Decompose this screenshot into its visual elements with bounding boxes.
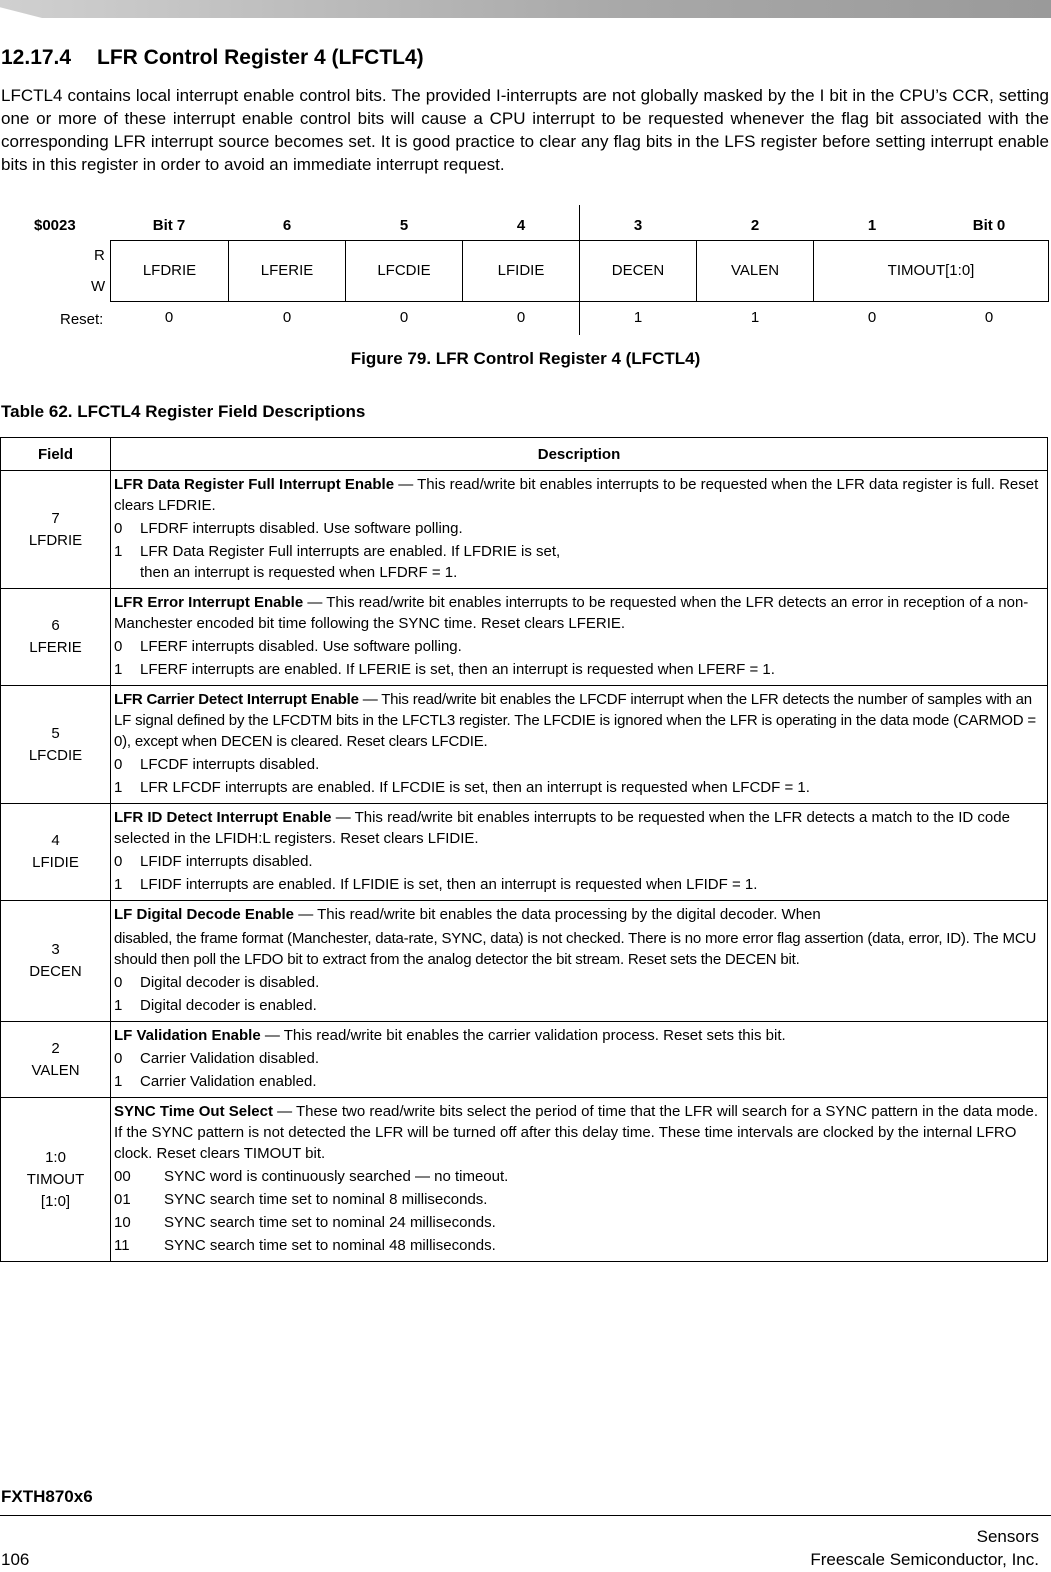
- section-title: [1, 46, 424, 70]
- bit-header: Bit 0: [972, 217, 1006, 234]
- column-header-field: Field: [1, 438, 111, 471]
- table-row: [1, 901, 1048, 1022]
- option-item: 0 Carrier Validation disabled.: [114, 1050, 319, 1067]
- footer-page-number: 106: [1, 1550, 30, 1569]
- register-address: $0023: [34, 217, 76, 234]
- figure-caption: Figure 79. LFR Control Register 4 (LFCTL4): [350, 349, 701, 368]
- field-descriptions-table: [0, 437, 1048, 1262]
- description-cell: [111, 589, 1048, 686]
- description-lead: LF Validation Enable: [114, 1027, 261, 1044]
- description-text-continued: disabled, the frame format (Manchester, data-rate, SYNC, data) is not checked. There is no more error flag assertion (data, error, ID). The MCU should then poll the LFDO bit to extract from the analog detector the bit stream. Reset sets the DECEN bit.: [114, 930, 1037, 968]
- description-cell: [111, 1098, 1048, 1262]
- description-cell: [111, 901, 1048, 1022]
- description-text: — This read/write bit enables interrupts to be requested when the LFR data register is full. Reset clears LFDRIE.: [114, 476, 1039, 514]
- option-item: 01 SYNC search time set to nominal 8 milliseconds.: [114, 1191, 488, 1208]
- option-item: 1 LFR LFCDF interrupts are enabled. If LFCDIE is set, then an interrupt is requested when LFCDF = 1.: [114, 779, 810, 796]
- option-item: 1 Digital decoder is enabled.: [114, 997, 317, 1014]
- footer-company: Freescale Semiconductor, Inc.: [810, 1550, 1039, 1569]
- column-header-description: Description: [111, 438, 1048, 471]
- option-item: 0 LFERF interrupts disabled. Use software polling.: [114, 638, 462, 655]
- reset-value: 0: [282, 309, 292, 326]
- field-lfdrie: LFDRIE: [111, 241, 229, 301]
- option-item: 10 SYNC search time set to nominal 24 milliseconds.: [114, 1214, 496, 1231]
- table-row: [1, 1022, 1048, 1098]
- read-label: R: [94, 247, 105, 264]
- bit-header: 5: [399, 217, 409, 234]
- field-name-suffix: [1:0]: [40, 1192, 71, 1210]
- reset-value: 0: [867, 309, 877, 326]
- description-cell: [111, 804, 1048, 901]
- option-item: 0 LFIDF interrupts disabled.: [114, 853, 313, 870]
- field-timout: TIMOUT[1:0]: [887, 262, 975, 279]
- reset-value: 0: [516, 309, 526, 326]
- field-cell: [1, 804, 111, 901]
- reset-value: 0: [164, 309, 174, 326]
- bit-header: 1: [867, 217, 877, 234]
- option-item: 1 Carrier Validation enabled.: [114, 1073, 317, 1090]
- option-item: 0 Digital decoder is disabled.: [114, 974, 320, 991]
- field-cell: [1, 1022, 111, 1098]
- field-valen: VALEN: [697, 241, 814, 301]
- field-cell: [1, 686, 111, 804]
- option-item: 1 LFR Data Register Full interrupts are enabled. If LFDRIE is set,: [114, 543, 561, 560]
- table-caption: Table 62. LFCTL4 Register Field Descriptions: [1, 402, 366, 421]
- table-row: [1, 589, 1048, 686]
- description-cell: [111, 686, 1048, 804]
- footer-category: Sensors: [976, 1527, 1039, 1546]
- bit-header: 2: [750, 217, 760, 234]
- intro-paragraph: LFCTL4 contains local interrupt enable control bits. The provided I-interrupts are not globally masked by the I bit in the CPU’s CCR, setting one or more of these interrupt enable control bits will cause a CPU interrupt to be requested whenever the flag bit associated with the corresponding LFR interrupt source becomes set. It is good practice to clear any flag bits in the LFS register before setting interrupt enable bits in this register in order to avoid an immediate interrupt request.: [1, 86, 1049, 174]
- option-item: 0 LFDRF interrupts disabled. Use software polling.: [114, 520, 463, 537]
- option-item: 11 SYNC search time set to nominal 48 milliseconds.: [114, 1237, 496, 1254]
- option-item: 1 LFIDF interrupts are enabled. If LFIDIE is set, then an interrupt is requested when LFIDF = 1.: [114, 876, 758, 893]
- description-text: — This read/write bit enables the LFCDF interrupt when the LFR detects the number of samples with an LF signal defined by the LFCDTM bits in the LFCTL3 register. The LFCDIE is ignored when the LFR is operating in the data mode (CARMOD = 0), except when DECEN is cleared. Reset clears LFCDIE.: [114, 691, 1036, 750]
- field-cell: [1, 471, 111, 589]
- footer-divider: [0, 1515, 1051, 1516]
- field-name: LFDRIE: [28, 531, 83, 549]
- description-cell: [111, 1022, 1048, 1098]
- field-bit: 1:0: [45, 1148, 66, 1166]
- description-text: — These two read/write bits select the period of time that the LFR will search for a SYNC pattern in the data mode. If the SYNC pattern is not detected the LFR will be turned off after this delay time. These time intervals are clocked by the internal LFRO clock. Reset clears TIMOUT bit.: [114, 1103, 1039, 1162]
- field-cell: [1, 901, 111, 1022]
- reset-value: 0: [984, 309, 994, 326]
- field-name: LFERIE: [29, 639, 82, 656]
- field-lfcdie: LFCDIE: [346, 241, 463, 301]
- table-header-row: [1, 438, 1048, 471]
- option-item: 00 SYNC word is continuously searched — no timeout.: [114, 1168, 509, 1185]
- description-lead: LFR ID Detect Interrupt Enable: [114, 809, 332, 826]
- register-diagram: [0, 205, 1051, 345]
- bit-header: 6: [282, 217, 292, 234]
- footer-doc-id: FXTH870x6: [1, 1487, 93, 1506]
- field-bit: 6: [51, 617, 60, 634]
- field-name: LFCDIE: [28, 746, 83, 764]
- option-item: then an interrupt is requested when LFDRF = 1.: [140, 564, 458, 581]
- option-item: 1 LFERF interrupts are enabled. If LFERIE is set, then an interrupt is requested when LFERF = 1.: [114, 661, 775, 678]
- reset-label: Reset:: [60, 311, 104, 328]
- bit-header: 4: [516, 217, 526, 234]
- reset-value: 1: [633, 309, 643, 326]
- section-number: 12.17.4: [1, 46, 72, 69]
- table-row: [1, 804, 1048, 901]
- field-name: TIMOUT: [26, 1170, 85, 1188]
- field-bit: 5: [51, 724, 60, 742]
- field-lfidie: LFIDIE: [463, 241, 580, 301]
- description-text: — This read/write bit enables the carrier validation process. Reset sets this bit.: [260, 1027, 786, 1044]
- field-bit: 4: [51, 832, 60, 849]
- bit-header: Bit 7: [152, 217, 186, 234]
- description-text: — This read/write bit enables interrupts to be requested when the LFR detects an error in reception of a non-Manchester encoded bit time following the SYNC time. Reset clears LFERIE.: [114, 594, 1029, 632]
- field-bit: 3: [51, 941, 60, 958]
- option-item: 0 LFCDF interrupts disabled.: [114, 756, 320, 773]
- reset-value: 0: [399, 309, 409, 326]
- header-band: [0, 0, 1051, 18]
- field-cell: [1, 1098, 111, 1262]
- field-bit: 7: [51, 509, 60, 527]
- description-lead: LF Digital Decode Enable: [114, 906, 295, 923]
- description-text: — This read/write bit enables the data processing by the digital decoder. When: [294, 906, 821, 923]
- reset-value: 1: [750, 309, 760, 326]
- field-bit: 2: [51, 1039, 60, 1057]
- register-fields-row: [110, 240, 1049, 302]
- table-row: [1, 686, 1048, 804]
- table-row: [1, 471, 1048, 589]
- description-lead: LFR Carrier Detect Interrupt Enable: [114, 691, 359, 708]
- field-name: VALEN: [31, 1061, 80, 1079]
- description-cell: [111, 471, 1048, 589]
- section-heading: LFR Control Register 4 (LFCTL4): [97, 46, 424, 69]
- field-decen: DECEN: [580, 241, 697, 301]
- table-row: [1, 1098, 1048, 1262]
- description-text: — This read/write bit enables interrupts to be requested when the LFR detects a match to the ID code selected in the LFIDH:L registers. Reset clears LFIDIE.: [114, 809, 1010, 847]
- description-lead: SYNC Time Out Select: [114, 1103, 273, 1120]
- write-label: W: [91, 278, 106, 295]
- field-name: DECEN: [29, 963, 82, 980]
- bit-header: 3: [633, 217, 643, 234]
- description-lead: LFR Data Register Full Interrupt Enable: [114, 476, 395, 493]
- field-cell: [1, 589, 111, 686]
- field-lferie: LFERIE: [229, 241, 346, 301]
- description-lead: LFR Error Interrupt Enable: [114, 594, 304, 611]
- field-name: LFIDIE: [32, 854, 79, 871]
